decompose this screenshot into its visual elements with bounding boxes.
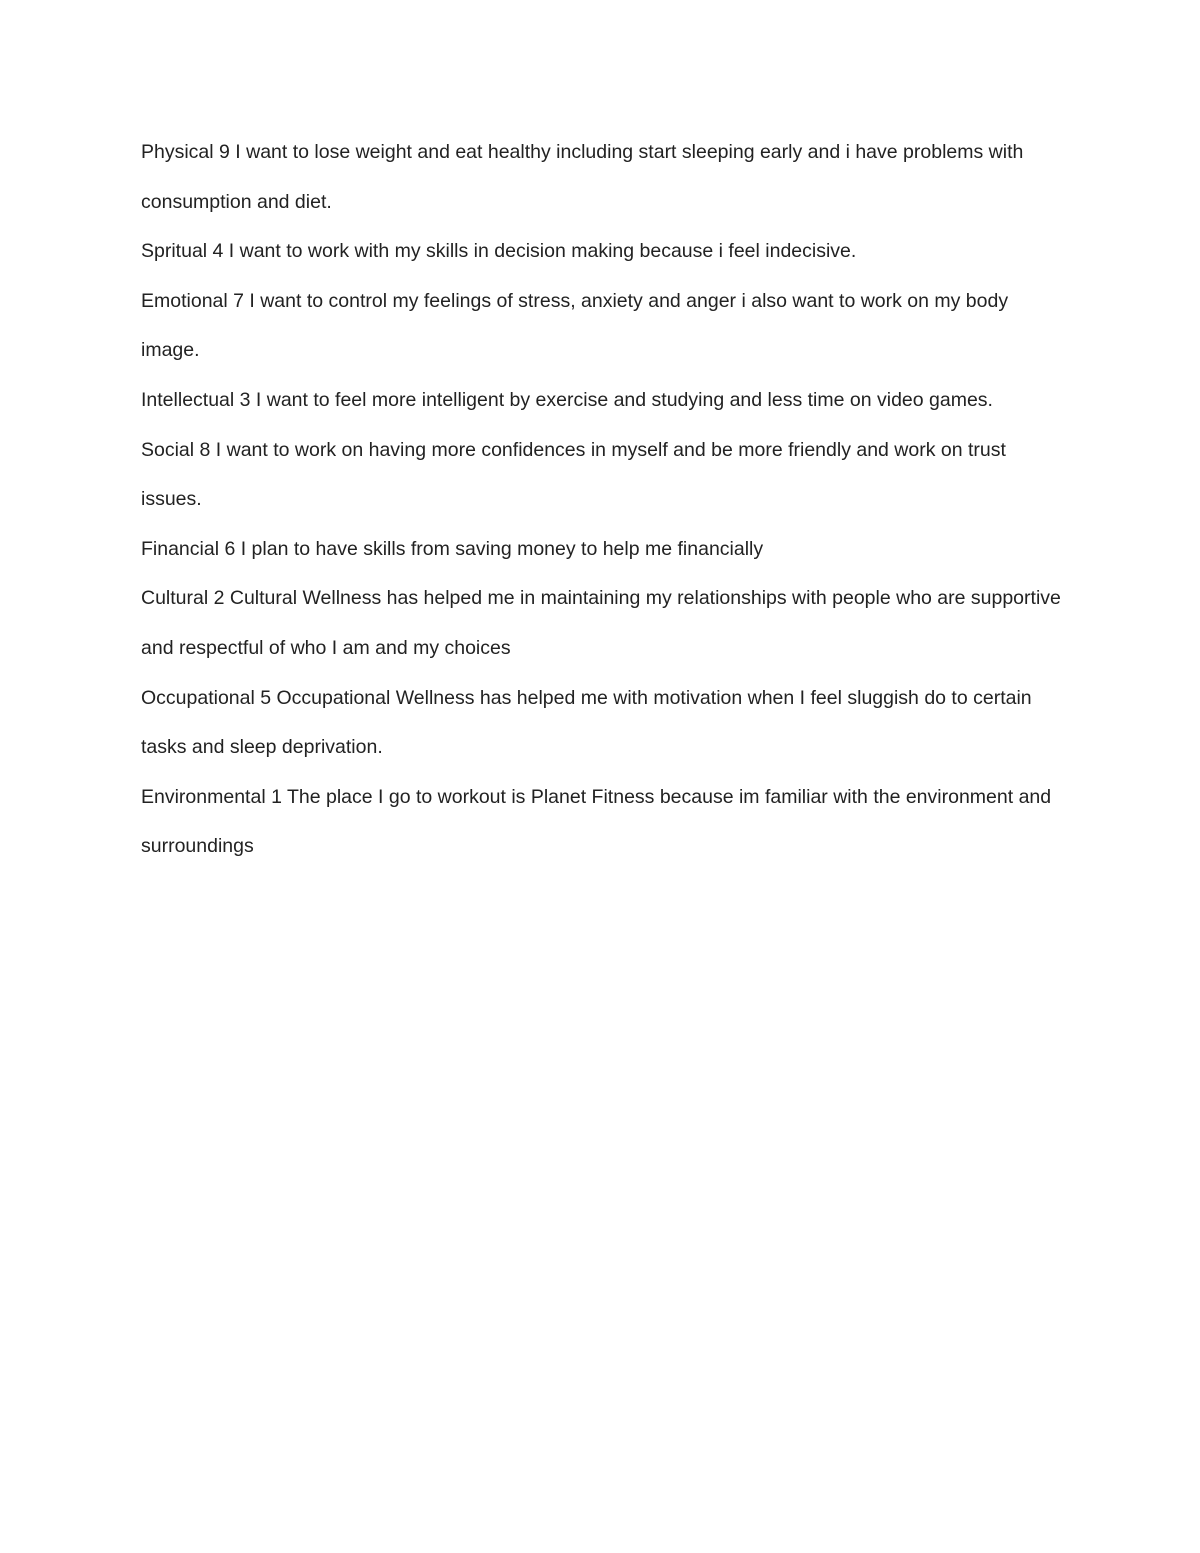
paragraph-social: Social 8 I want to work on having more confidences in myself and be more friendly and work on trust issues. bbox=[141, 438, 1006, 511]
paragraph-cultural: Cultural 2 Cultural Wellness has helped me in maintaining my relationships with people who are supportive and respectful of who I am and my choices bbox=[141, 587, 1061, 659]
paragraph-environmental: Environmental 1 The place I go to workout is Planet Fitness because im familiar with the environment and surroundings bbox=[141, 785, 1052, 858]
paragraph-emotional: Emotional 7 I want to control my feelings of stress, anxiety and anger i also want to work on my body image. bbox=[141, 289, 1009, 362]
paragraph-spiritual: Spritual 4 I want to work with my skills in decision making because i feel indecisive. bbox=[141, 240, 857, 263]
paragraph-occupational: Occupational 5 Occupational Wellness has helped me with motivation when I feel sluggish do to certain tasks and sleep deprivation. bbox=[141, 686, 1032, 759]
paragraph-physical: Physical 9 I want to lose weight and eat healthy including start sleeping early and i have problems with consumption and diet. bbox=[141, 141, 1024, 213]
paragraph-intellectual: Intellectual 3 I want to feel more intelligent by exercise and studying and less time on video games. bbox=[141, 388, 993, 411]
document-body bbox=[141, 128, 1071, 872]
paragraph-financial: Financial 6 I plan to have skills from saving money to help me financially bbox=[141, 537, 764, 560]
